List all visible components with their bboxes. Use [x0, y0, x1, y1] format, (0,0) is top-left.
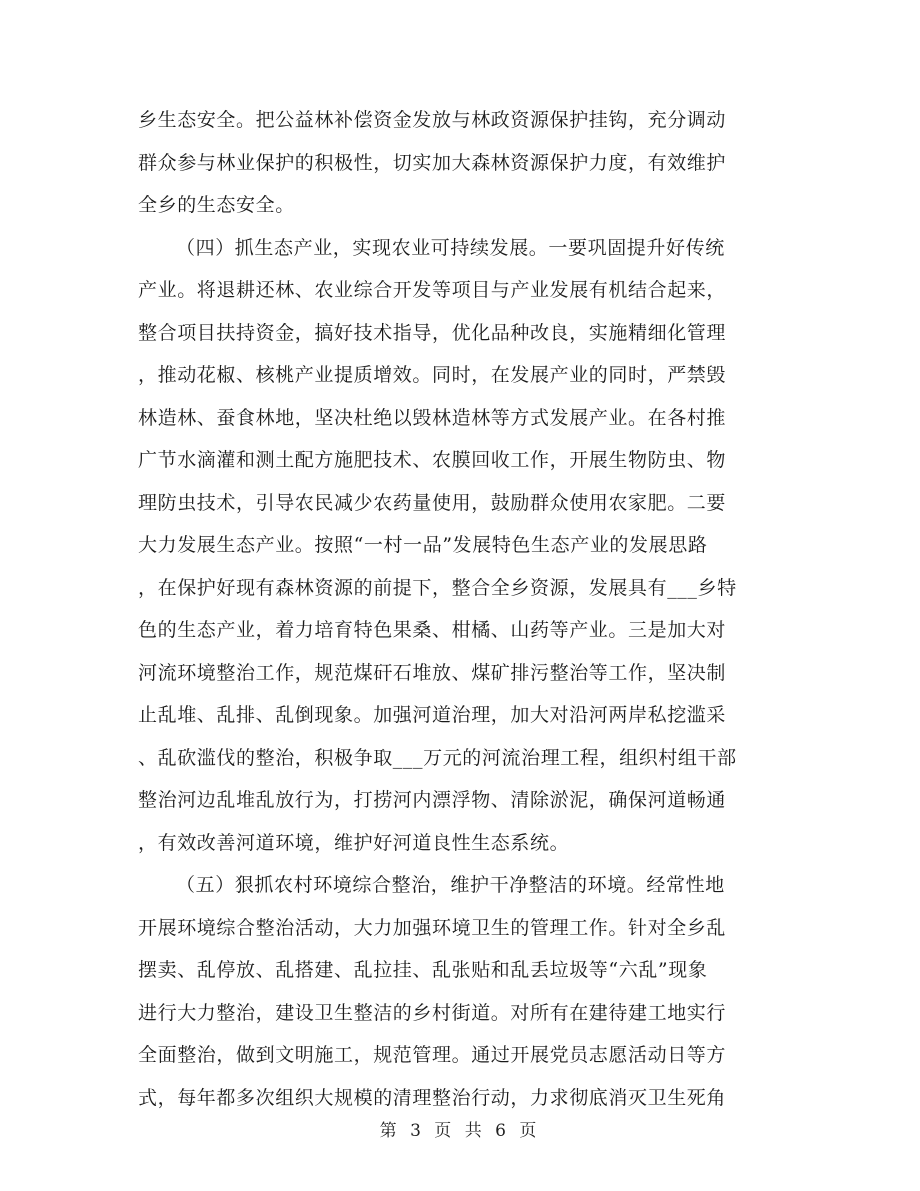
- document-body: [138, 99, 788, 1119]
- text-line: 、乱砍滥伐的整治，积极争取___万元的河流治理工程，组织村组干部: [138, 746, 737, 769]
- paragraph-heading-line: （五）狠抓农村环境综合整治，维护干净整洁的环境。经常性地: [176, 874, 725, 896]
- text-line: 群众参与林业保护的积极性，切实加大森林资源保护力度，有效维护: [138, 151, 727, 174]
- text-line: 进行大力整治，建设卫生整洁的乡村街道。对所有在建待建工地实行: [138, 1001, 727, 1024]
- text-line: 止乱堆、乱排、乱倒现象。加强河道治理，加大对沿河两岸私挖滥采: [138, 704, 727, 726]
- text-line: ，有效改善河道环境，维护好河道良性生态系统。: [138, 831, 570, 854]
- text-line: 摆卖、乱停放、乱搭建、乱拉挂、乱张贴和乱丢垃圾等“六乱”现象: [138, 959, 708, 981]
- text-line: 乡生态安全。把公益林补偿资金发放与林政资源保护挂钩，充分调动: [138, 109, 727, 131]
- text-line: 色的生态产业，着力培育特色果桑、柑橘、山药等产业。三是加大对: [138, 619, 727, 641]
- text-line: 理防虫技术，引导农民减少农药量使用，鼓励群众使用农家肥。二要: [138, 491, 727, 514]
- paragraph-heading-line: （四）抓生态产业，实现农业可持续发展。一要巩固提升好传统: [176, 236, 725, 259]
- text-line: 产业。将退耕还林、农业综合开发等项目与产业发展有机结合起来，: [138, 279, 727, 301]
- text-line: 大力发展生态产业。按照“一村一品”发展特色生态产业的发展思路: [138, 534, 708, 556]
- text-line: 全面整治，做到文明施工，规范管理。通过开展党员志愿活动日等方: [138, 1044, 727, 1066]
- text-line: ，在保护好现有森林资源的前提下，整合全乡资源，发展具有___乡特: [138, 576, 737, 599]
- text-line: 式，每年都多次组织大规模的清理整治行动，力求彻底消灭卫生死角: [138, 1086, 727, 1109]
- text-line: 林造林、蚕食林地，坚决杜绝以毁林造林等方式发展产业。在各村推: [138, 406, 727, 429]
- text-line: 广节水滴灌和测土配方施肥技术、农膜回收工作，开展生物防虫、物: [138, 449, 727, 471]
- text-line: 整治河边乱堆乱放行为，打捞河内漂浮物、清除淤泥，确保河道畅通: [138, 789, 727, 811]
- text-line: 整合项目扶持资金，搞好技术指导，优化品种改良，实施精细化管理: [138, 321, 727, 344]
- text-line: ，推动花椒、核桃产业提质增效。同时，在发展产业的同时，严禁毁: [138, 364, 727, 386]
- page-number-footer: 第 3 页 共 6 页: [379, 1121, 541, 1141]
- text-line: 全乡的生态安全。: [138, 194, 295, 216]
- text-line: 河流环境整治工作，规范煤矸石堆放、煤矿排污整治等工作，坚决制: [138, 661, 727, 684]
- text-line: 开展环境综合整治活动，大力加强环境卫生的管理工作。针对全乡乱: [138, 916, 727, 939]
